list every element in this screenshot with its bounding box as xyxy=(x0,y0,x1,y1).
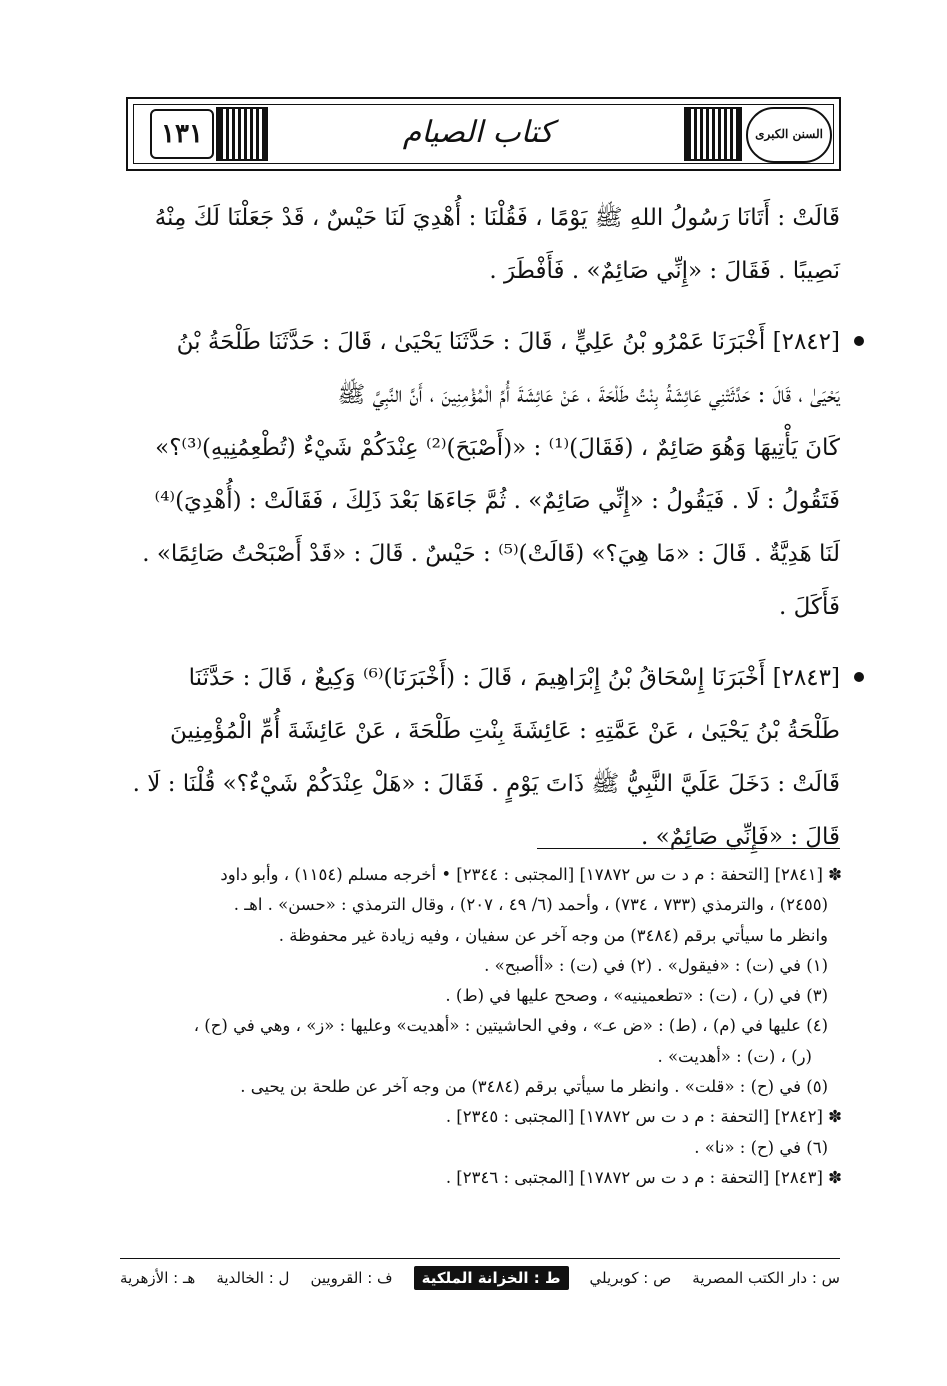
text-line: نَصِيبًا . فَقَالَ : «إِنِّي صَائِمٌ» . فَأَفْطَرَ . xyxy=(489,258,840,284)
ornament-left-pattern xyxy=(220,109,264,159)
hadith-2843 xyxy=(120,652,840,864)
text-line: قَالَتْ : أَتَانَا رَسُولُ اللهِ ﷺ يَوْمًا ، فَقُلْنَا : أُهْدِيَ لَنَا حَيْسٌ ، قَدْ جَعَلْنَا لَكَ مِنْهُ xyxy=(154,205,840,231)
note-line: ✽ [٢٨٤٣] [التحفة : م د ت س ١٧٨٧٢] [المجتبى : ٢٣٤٦] . xyxy=(445,1167,842,1187)
footnotes xyxy=(130,860,842,1193)
footnote-1-2: (١) في (ت) : «فيقول» . (٢) في (ت) : «أأصبح» . xyxy=(484,955,828,975)
footnote-4: (٤) عليها في (م) ، (ط) : «ض عـ» ، وفي الحاشيتين : «أهديت» وعليها : «ز» ، وهي في (ح) ، xyxy=(193,1016,828,1036)
main-text xyxy=(120,192,840,864)
book-title: كتاب الصيام xyxy=(402,114,554,150)
footnote-separator xyxy=(537,848,840,849)
page-header xyxy=(126,97,841,171)
text-line: لَنَا هَدِيَّةٌ . قَالَ : «مَا هِيَ؟» (قَالَتْ)⁽⁵⁾ : حَيْسٌ . قَالَ : «قَدْ أَصْبَحْتُ صَائِمًا» . xyxy=(142,541,840,567)
note-line: وانظر ما سيأتي برقم (٣٤٨٤) من وجه آخر عن سفيان ، وفيه زيادة غير محفوظة . xyxy=(278,925,828,945)
text-line: يَحْيَىٰ ، قَالَ : حَدَّثَتْنِي عَائِشَةُ بِنْتُ طَلْحَةَ ، عَنْ عَائِشَةَ أُمِّ الْمُؤْمِنِينَ ، أَنَّ النَّبِيَّ ﷺ xyxy=(337,382,840,408)
footnote-4-cont: (ر) ، (ت) : «أهديت» . xyxy=(657,1046,812,1066)
bullet-icon xyxy=(854,336,864,346)
legend-item: هـ : الأزهرية xyxy=(120,1269,196,1287)
text-line: فَتَقُولُ : لَا . فَيَقُولُ : «إِنِّي صَائِمٌ» . ثُمَّ جَاءَهَا بَعْدَ ذَلِكَ ، فَقَالَتْ : (أُهْدِيَ)⁽⁴⁾ xyxy=(154,488,840,514)
note-line: ✽ [٢٨٤٢] [التحفة : م د ت س ١٧٨٧٢] [المجتبى : ٢٣٤٥] . xyxy=(445,1107,842,1127)
text-line: قَالَ : «فَإِنِّي صَائِمٌ» . xyxy=(641,824,840,850)
footnote-3: (٣) في (ر) ، (ت) : «تطعمينيه» ، وصحح عليها في (ط) . xyxy=(445,986,828,1006)
legend-item: ص : كوبريلي xyxy=(589,1269,672,1287)
legend-item: ل : الخالدية xyxy=(216,1269,290,1287)
collection-logo: السنن الكبرى xyxy=(746,107,832,163)
legend-item: س : دار الكتب المصرية xyxy=(692,1269,840,1287)
ornament-right-pattern xyxy=(688,109,738,159)
text-line: كَانَ يَأْتِيهَا وَهُوَ صَائِمٌ ، (فَقَالَ)⁽¹⁾ : «(أَصْبَحَ)⁽²⁾ عِنْدَكُمْ شَيْءٌ (تُطْعِمُنِيهِ)⁽³⁾؟» xyxy=(155,435,840,461)
bullet-icon xyxy=(854,672,864,682)
footnote-5: (٥) في (ح) : «قلت» . وانظر ما سيأتي برقم (٣٤٨٤) من وجه آخر عن طلحة بن يحيى . xyxy=(240,1077,828,1097)
text-line: طَلْحَةُ بْنُ يَحْيَىٰ ، عَنْ عَمَّتِهِ : عَائِشَةَ بِنْتِ طَلْحَةَ ، عَنْ عَائِشَةَ أُمِّ الْمُؤْمِنِينَ xyxy=(170,718,840,744)
text-line: [٢٨٤٢] أَخْبَرَنَا عَمْرُو بْنُ عَلِيٍّ ، قَالَ : حَدَّثَنَا يَحْيَىٰ ، قَالَ : حَدَّثَنَا طَلْحَةُ بْنُ xyxy=(176,329,840,355)
manuscript-legend xyxy=(120,1266,840,1290)
legend-item-highlighted: ط : الخزانة الملكية xyxy=(414,1266,569,1290)
text-line: قَالَتْ : دَخَلَ عَلَيَّ النَّبِيُّ ﷺ ذَاتَ يَوْمٍ . فَقَالَ : «هَلْ عِنْدَكُمْ شَيْءٌ؟» قُلْنَا : لَا . xyxy=(132,771,840,797)
page-number: ١٣١ xyxy=(150,109,214,159)
legend-separator xyxy=(120,1258,840,1259)
note-line: (٢٤٥٥) ، والترمذي (٧٣٣ ، ٧٣٤) ، وأحمد (٦/ ٤٩ ، ٢٠٧) ، وقال الترمذي : «حسن» . اهـ . xyxy=(233,895,828,915)
footnote-6: (٦) في (ح) : «نا» . xyxy=(694,1137,828,1157)
text-line: [٢٨٤٣] أَخْبَرَنَا إِسْحَاقُ بْنُ إِبْرَاهِيمَ ، قَالَ : (أَخْبَرَنَا)⁽⁶⁾ وَكِيعٌ ، قَالَ : حَدَّثَنَا xyxy=(188,665,840,691)
text-line: فَأَكَلَ . xyxy=(779,594,840,620)
hadith-2842 xyxy=(120,316,840,634)
note-line: ✽ [٢٨٤١] [التحفة : م د ت س ١٧٨٧٢] [المجتبى : ٢٣٤٤] • أخرجه مسلم (١١٥٤) ، وأبو داود xyxy=(220,865,842,884)
legend-item: ف : القرويين xyxy=(310,1269,393,1287)
